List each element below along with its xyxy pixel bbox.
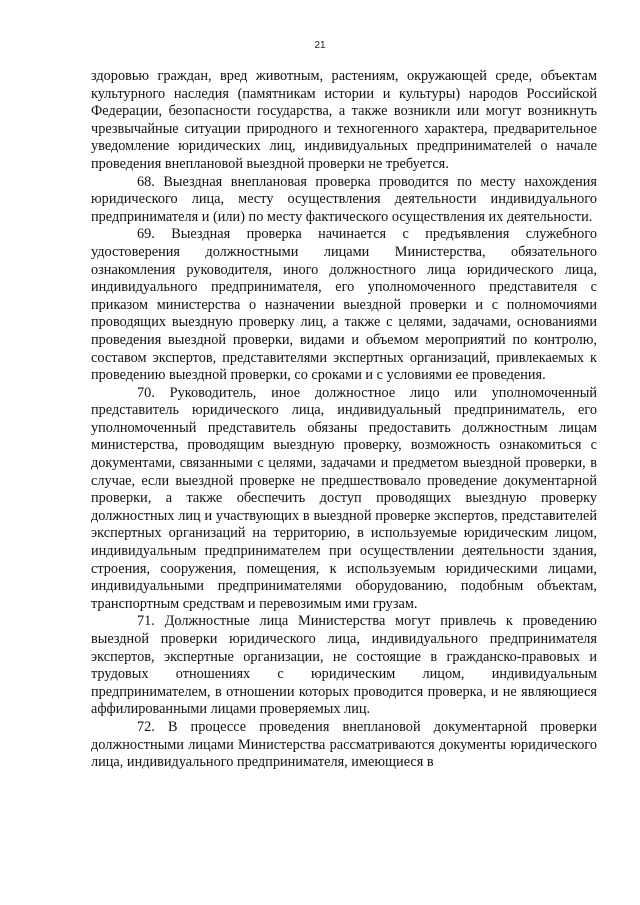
paragraph-71: 71. Должностные лица Министерства могут привлечь к проведению выездной проверки юридического лица, индивидуального предпринимателя экспертов, экспертные организации, не состоящие в гражданско-правовых и трудовых отношениях с юридическим лицом, индивидуальным предпринимателем, в отношении которых проводится проверка, и не являющиеся аффилированными лицами проверяемых лиц. — [91, 613, 597, 718]
paragraph-68: 68. Выездная внеплановая проверка проводится по месту нахождения юридического лица, месту осуществления деятельности индивидуального предпринимателя и (или) по месту фактического осуществления их деятельности. — [91, 173, 597, 225]
document-body — [91, 68, 597, 772]
page-number: 21 — [314, 40, 326, 51]
paragraph-continuation: здоровью граждан, вред животным, растениям, окружающей среде, объектам культурного наследия (памятникам истории и культуры) народов Российской Федерации, безопасности государства, а также возникли или могут возникнуть чрезвычайные ситуации природного и техногенного характера, предварительное уведомление юридических лиц, индивидуальных предпринимателей о начале проведения внеплановой выездной проверки не требуется. — [91, 68, 597, 172]
paragraph-72: 72. В процессе проведения внеплановой документарной проверки должностными лицами Министерства рассматриваются документы юридического лица, индивидуального предпринимателя, имеющиеся в — [91, 718, 597, 771]
paragraph-69: 69. Выездная проверка начинается с предъявления служебного удостоверения должностными лицами Министерства, обязательного ознакомления руководителя, иного должностного лица юридического лица, индивидуального предпринимателя, его уполномоченного представителя с приказом министерства о назначении выездной проверки и с полномочиями проводящих выездную проверку лиц, а также с целями, задачами, основаниями проведения выездной проверки, видами и объемом мероприятий по контролю, составом экспертов, представителями экспертных организаций, привлекаемых к проведению выездной проверки, со сроками и с условиями ее проведения. — [91, 226, 597, 384]
paragraph-70: 70. Руководитель, иное должностное лицо или уполномоченный представитель юридического лица, индивидуальный предприниматель, его уполномоченный представитель обязаны предоставить должностным лицам министерства, проводящим выездную проверку, возможность ознакомиться с документами, связанными с целями, задачами и предметом выездной проверки, в случае, если выездной проверке не предшествовало проведение документарной проверки, а также обеспечить доступ проводящих выездную проверку должностных лиц и участвующих в выездной проверке экспертов, представителей экспертных организаций на территорию, в используемые юридическим лицом, индивидуальным предпринимателем при осуществлении деятельности здания, строения, сооружения, помещения, к используемым юридическими лицами, индивидуальными предпринимателями оборудованию, подобным объектам, транспортным средствам и перевозимым ими грузам. — [91, 384, 597, 612]
